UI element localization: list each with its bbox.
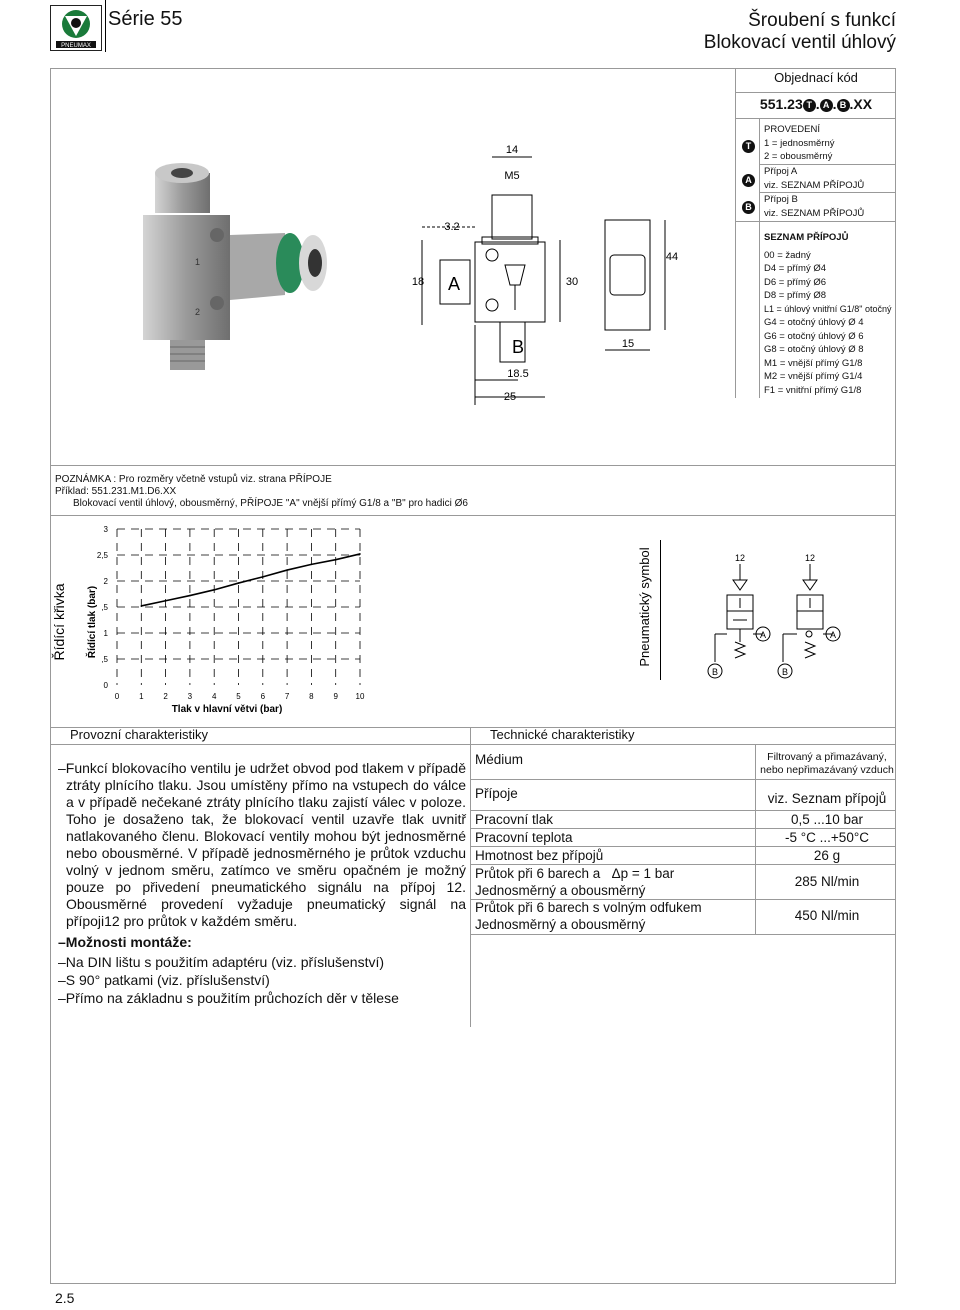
note-line-2: Příklad: 551.231.M1.D6.XX xyxy=(55,486,177,497)
tech-label-pressure: Pracovní tlak xyxy=(475,812,554,827)
connection-item: G4 = otočný úhlový Ø 4 xyxy=(764,317,864,328)
part-label-2: 2 xyxy=(195,307,201,317)
chart-x-tick: 4 xyxy=(211,692,217,701)
chart-x-tick: 7 xyxy=(284,692,290,701)
option-badge-t xyxy=(742,137,755,155)
badge-t: T xyxy=(803,99,816,112)
tech-value-flow-exhaust: 450 Nl/min xyxy=(794,908,860,923)
tech-row-line xyxy=(470,846,896,847)
header-divider xyxy=(105,0,106,52)
order-line-2 xyxy=(736,118,896,119)
char-column-divider xyxy=(470,727,471,1027)
chart-y-tick: 2,5 xyxy=(96,551,108,560)
option-a xyxy=(764,165,864,192)
chart-point xyxy=(311,564,313,566)
chart-series-line xyxy=(141,554,360,606)
tech-row-line xyxy=(470,779,896,780)
note-line-3: Blokovací ventil úhlový, obousměrný, PŘÍPOJE "A" vnější přímý G1/8 a "B" pro hadici Ø6 xyxy=(73,498,468,509)
note-block xyxy=(55,474,468,510)
option-a-badge: A xyxy=(742,174,755,187)
tech-value-medium: Filtrovaný a přimazávaný, nebo nepřimazávaný vzduch xyxy=(760,751,894,776)
tech-label-flow-exhaust-2: Jednosměrný a obousměrný xyxy=(475,917,646,932)
symbol-port-12-b: 12 xyxy=(804,553,816,563)
dim-3-2: 3.2 xyxy=(444,221,460,233)
chart-ylabel: Řídící tlak (bar) xyxy=(87,585,98,659)
connection-item: G6 = otočný úhlový Ø 6 xyxy=(764,330,864,342)
option-b-ref: viz. SEZNAM PŘÍPOJŮ xyxy=(764,207,865,219)
chart-point xyxy=(238,582,240,584)
chart-y-tick: ,5 xyxy=(101,603,108,612)
chart-y-tick: 0 xyxy=(103,681,108,690)
mount-item: S 90° patkami (viz. příslušenství) xyxy=(65,972,270,988)
dim-15: 15 xyxy=(621,338,635,350)
dim-14: 14 xyxy=(505,144,519,156)
dim-25: 25 xyxy=(503,391,517,403)
symbol-unidirectional xyxy=(708,564,770,678)
chart-point xyxy=(335,559,337,561)
chart-point xyxy=(286,569,288,571)
connection-item: M2 = vnější přímý G1/4 xyxy=(764,371,863,382)
tech-label-ports: Přípoje xyxy=(475,786,518,801)
chart-x-tick: 2 xyxy=(163,692,168,701)
section-divider-chart xyxy=(50,515,896,516)
option-t xyxy=(764,123,835,164)
badge-a: A xyxy=(820,99,833,112)
symbol-port-a: A xyxy=(759,630,767,640)
dim-m5: M5 xyxy=(504,170,520,182)
page-title: Šroubení s funkcí xyxy=(748,10,896,31)
chart-point xyxy=(165,600,167,602)
page-number: 2.5 xyxy=(55,1290,75,1306)
symbol-divider xyxy=(660,540,661,680)
connection-item: 00 = žadný xyxy=(764,249,811,261)
tech-label-flow xyxy=(475,865,674,899)
operating-title: Provozní charakteristiky xyxy=(70,727,208,742)
connection-item: D6 = přímý Ø6 xyxy=(764,276,827,288)
chart-x-tick: 6 xyxy=(260,692,266,701)
char-title-line xyxy=(50,744,896,745)
tech-label-temperature: Pracovní teplota xyxy=(475,830,573,845)
option-a-ref: viz. SEZNAM PŘÍPOJŮ xyxy=(764,179,865,191)
connection-item: G8 = otočný úhlový Ø 8 xyxy=(764,344,864,355)
chart-point xyxy=(359,553,361,555)
option-t-2: 2 = obousměrný xyxy=(764,151,833,162)
chart-xlabel: Tlak v hlavní větvi (bar) xyxy=(171,704,283,715)
chart-y-tick: 3 xyxy=(103,525,108,534)
chart-y-tick: ,5 xyxy=(101,655,108,664)
dim-18-5: 18.5 xyxy=(507,368,529,380)
series-label: Série 55 xyxy=(108,8,183,30)
option-b xyxy=(764,193,864,220)
chart-x-tick: 9 xyxy=(333,692,338,701)
chart-point xyxy=(262,576,264,578)
connection-item: F1 = vnitřní přímý G1/8 xyxy=(764,384,862,396)
dim-44: 44 xyxy=(665,251,679,263)
chart-point xyxy=(189,595,191,597)
mount-item: Přímo na základnu s použitím průchozích děr v tělese xyxy=(65,990,399,1006)
tech-row-line xyxy=(470,934,896,935)
badge-b: B xyxy=(837,99,850,112)
symbol-port-a-b: A xyxy=(829,630,837,640)
section-divider-note xyxy=(50,465,896,466)
operating-text: –Funkcí blokovacího ventilu je udržet obvod pod tlakem v případě ztráty plnícího tlaku. Jsou umístěny přímo na vstupech do válce a v případě nečekané ztráty plnícího tlaku zajistí válec v poloze. Toho je dosaženo tak, že blokovací ventil uzavře tlak uvnitř natlakovaného členu. Blokovací ventily mohou být jednosměrné nebo obousměrné. V případě jednosměrného je průtok vzduchu volný v jednom směru, zatímco ve směru opačném je možný pouze po přivedení pneumatického signálu na přípoj 12. Obousměrné provedení vyžaduje pneumatický signál na přípoji12 pro průtok v každém směru. –Možnosti montáže: –Na DIN lištu s použitím adaptéru (viz. příslušenství) –S 90° patkami (viz. příslušenství) –Přímo na základnu s použitím průchozích děr v tělese xyxy=(58,760,466,1006)
connections-list xyxy=(764,231,898,397)
option-a-title: Přípoj A xyxy=(764,166,798,177)
chart-x-tick: 3 xyxy=(187,692,193,701)
option-badge-a xyxy=(742,171,755,189)
tech-value-flow: 285 Nl/min xyxy=(794,874,860,889)
tech-column-divider xyxy=(755,745,756,935)
chart-x-tick: 8 xyxy=(309,692,314,701)
code-suffix: .XX xyxy=(849,96,873,112)
chart-y-tick: 2 xyxy=(103,577,108,586)
code-prefix: 551.23 xyxy=(759,96,803,112)
chart-title: Řídící křivka xyxy=(51,583,67,661)
tech-label-medium: Médium xyxy=(475,752,524,767)
option-b-title: Přípoj B xyxy=(764,194,798,205)
tech-label-flow-exhaust-1: Průtok při 6 barech s volným odfukem xyxy=(475,900,702,915)
tech-row-line xyxy=(470,810,896,811)
dim-30: 30 xyxy=(565,276,579,288)
dim-18: 18 xyxy=(411,276,425,288)
tech-value-weight: 26 g xyxy=(813,848,841,863)
chart-x-tick: 1 xyxy=(139,692,144,701)
port-a-label: A xyxy=(447,274,461,294)
tech-label-flow-exhaust xyxy=(475,899,702,933)
product-photo xyxy=(135,155,335,385)
connection-item: D4 = přímý Ø4 xyxy=(764,263,827,274)
symbol-bidirectional xyxy=(778,564,840,678)
order-code: 551.23 T . A . B .XX xyxy=(759,96,873,112)
dimension-drawing xyxy=(400,135,695,405)
chart-point xyxy=(213,589,215,591)
symbol-port-b: B xyxy=(711,667,719,677)
part-label-1: 1 xyxy=(195,257,201,267)
tech-value-pressure: 0,5 ...10 bar xyxy=(790,812,864,827)
option-t-badge: T xyxy=(742,140,755,153)
option-badge-b xyxy=(742,198,755,216)
option-line-b xyxy=(736,221,896,222)
order-code-label: Objednací kód xyxy=(774,70,858,85)
order-line-1 xyxy=(736,92,896,93)
tech-value-temperature: -5 °C ...+50°C xyxy=(785,830,869,845)
chart-x-tick: 0 xyxy=(114,692,120,701)
option-t-1: 1 = jednosměrný xyxy=(764,137,835,149)
symbol-port-b-b: B xyxy=(781,667,789,677)
order-badge-column xyxy=(759,118,760,398)
logo-text: PNEUMAX xyxy=(61,43,91,49)
tech-row-line xyxy=(470,828,896,829)
mount-title: Možnosti montáže: xyxy=(65,934,192,950)
note-line-1: POZNÁMKA : Pro rozměry včetně vstupů viz. strana PŘÍPOJE xyxy=(55,474,332,485)
page-subtitle: Blokovací ventil úhlový xyxy=(703,32,896,53)
control-curve-chart xyxy=(50,517,390,727)
tech-label-flow-1: Průtok při 6 barech a Δp = 1 bar xyxy=(475,866,675,881)
symbol-port-12: 12 xyxy=(734,553,746,563)
pneumatic-symbols xyxy=(695,550,865,680)
operating-paragraph: Funkcí blokovacího ventilu je udržet obvod pod tlakem v případě ztráty plnícího tlaku. Jsou umístěny přímo na vstupech do válce a v případě nečekané ztráty plnícího tlaku zajistí válec v poloze. Toho je dosaženo tak, že blokovací ventil uzavře tlak uvnitř natlakovaného členu. Blokovací ventily mohou být jednosměrné nebo obousměrné. V případě jednosměrného je průtok vzduchu volný v jednom směru, zatímco ve směru opačném je možný pouze po přivedení pneumatického signálu na přípoj 12. Obousměrné provedení vyžaduje pneumatický signál na přípoji12 pro průtok v každém směru. xyxy=(65,760,466,929)
option-b-badge: B xyxy=(742,201,755,214)
chart-point xyxy=(141,605,143,607)
port-b-label: B xyxy=(511,337,525,357)
tech-value-ports: viz. Seznam přípojů xyxy=(767,791,887,806)
mount-item: Na DIN lištu s použitím adaptéru (viz. příslušenství) xyxy=(65,954,385,970)
chart-x-tick: 10 xyxy=(355,692,365,701)
option-t-title: PROVEDENÍ xyxy=(764,124,820,135)
connection-item: L1 = úhlový vnitřní G1/8" otočný xyxy=(764,303,892,314)
tech-label-flow-2: Jednosměrný a obousměrný xyxy=(475,883,646,898)
tech-label-weight: Hmotnost bez přípojů xyxy=(475,848,604,863)
pneumatic-symbol-text: Pneumatický symbol xyxy=(637,547,652,667)
connection-item: M1 = vnější přímý G1/8 xyxy=(764,357,863,369)
connection-item: D8 = přímý Ø8 xyxy=(764,290,827,301)
pneumax-logo xyxy=(50,5,102,51)
chart-x-tick: 5 xyxy=(236,692,241,701)
technical-title: Technické charakteristiky xyxy=(490,727,635,742)
pneumatic-symbol-label xyxy=(625,540,655,675)
connections-title: SEZNAM PŘÍPOJŮ xyxy=(764,232,849,243)
chart-y-tick: 1 xyxy=(103,629,108,638)
